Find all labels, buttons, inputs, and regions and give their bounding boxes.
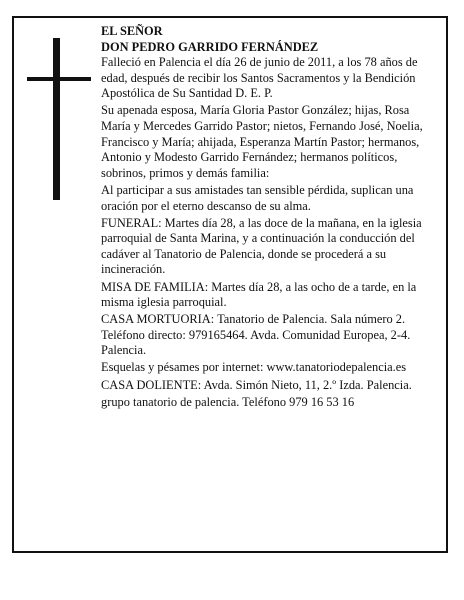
- funeral-paragraph: FUNERAL: Martes día 28, a las doce de la mañana, en la iglesia parroquial de Santa Marina, y a continuación la conducción del cadáver al Tanatorio de Palencia, donde se procederá a su incineración.: [101, 215, 422, 277]
- cross-horizontal-bar: [27, 77, 91, 81]
- deceased-title: EL SEÑOR: [101, 24, 163, 38]
- cross-icon: [27, 38, 91, 200]
- family-home-paragraph: CASA DOLIENTE: Avda. Simón Nieto, 11, 2.º Izda. Palencia.: [101, 377, 412, 392]
- cross-vertical-bar: [53, 38, 60, 200]
- death-details-paragraph: Falleció en Palencia el día 26 de junio de 2011, a los 78 años de edad, después de recibir los Santos Sacramentos y la Bendición Apostólica de Su Santidad D. E. P.: [101, 55, 418, 101]
- group-contact-paragraph: grupo tanatorio de palencia. Teléfono 979 16 53 16: [101, 394, 355, 409]
- funeral-home-paragraph: CASA MORTUORIA: Tanatorio de Palencia. Sala número 2. Teléfono directo: 979165464. Avda. Comunidad Europea, 2-4. Palencia.: [101, 312, 411, 358]
- deceased-name: DON PEDRO GARRIDO FERNÁNDEZ: [101, 39, 319, 54]
- obituary-text: [101, 24, 431, 412]
- family-paragraph: Su apenada esposa, María Gloria Pastor González; hijas, Rosa María y Mercedes Garrido Pastor; nietos, Fernando José, Noelia, Francisco y María; ahijada, Esperanza Martín Pastor; hermanos, Antonio y Modesto Garrido Fernández; hermanos políticos, sobrinos, primos y demás familia:: [101, 103, 423, 180]
- prayer-request-paragraph: Al participar a sus amistades tan sensible pérdida, suplican una oración por el eterno descanso de su alma.: [101, 182, 414, 213]
- online-condolences-paragraph: Esquelas y pésames por internet: www.tanatoriodepalencia.es: [101, 360, 407, 375]
- family-mass-paragraph: MISA DE FAMILIA: Martes día 28, a las ocho de a tarde, en la misma iglesia parroquial.: [101, 279, 417, 310]
